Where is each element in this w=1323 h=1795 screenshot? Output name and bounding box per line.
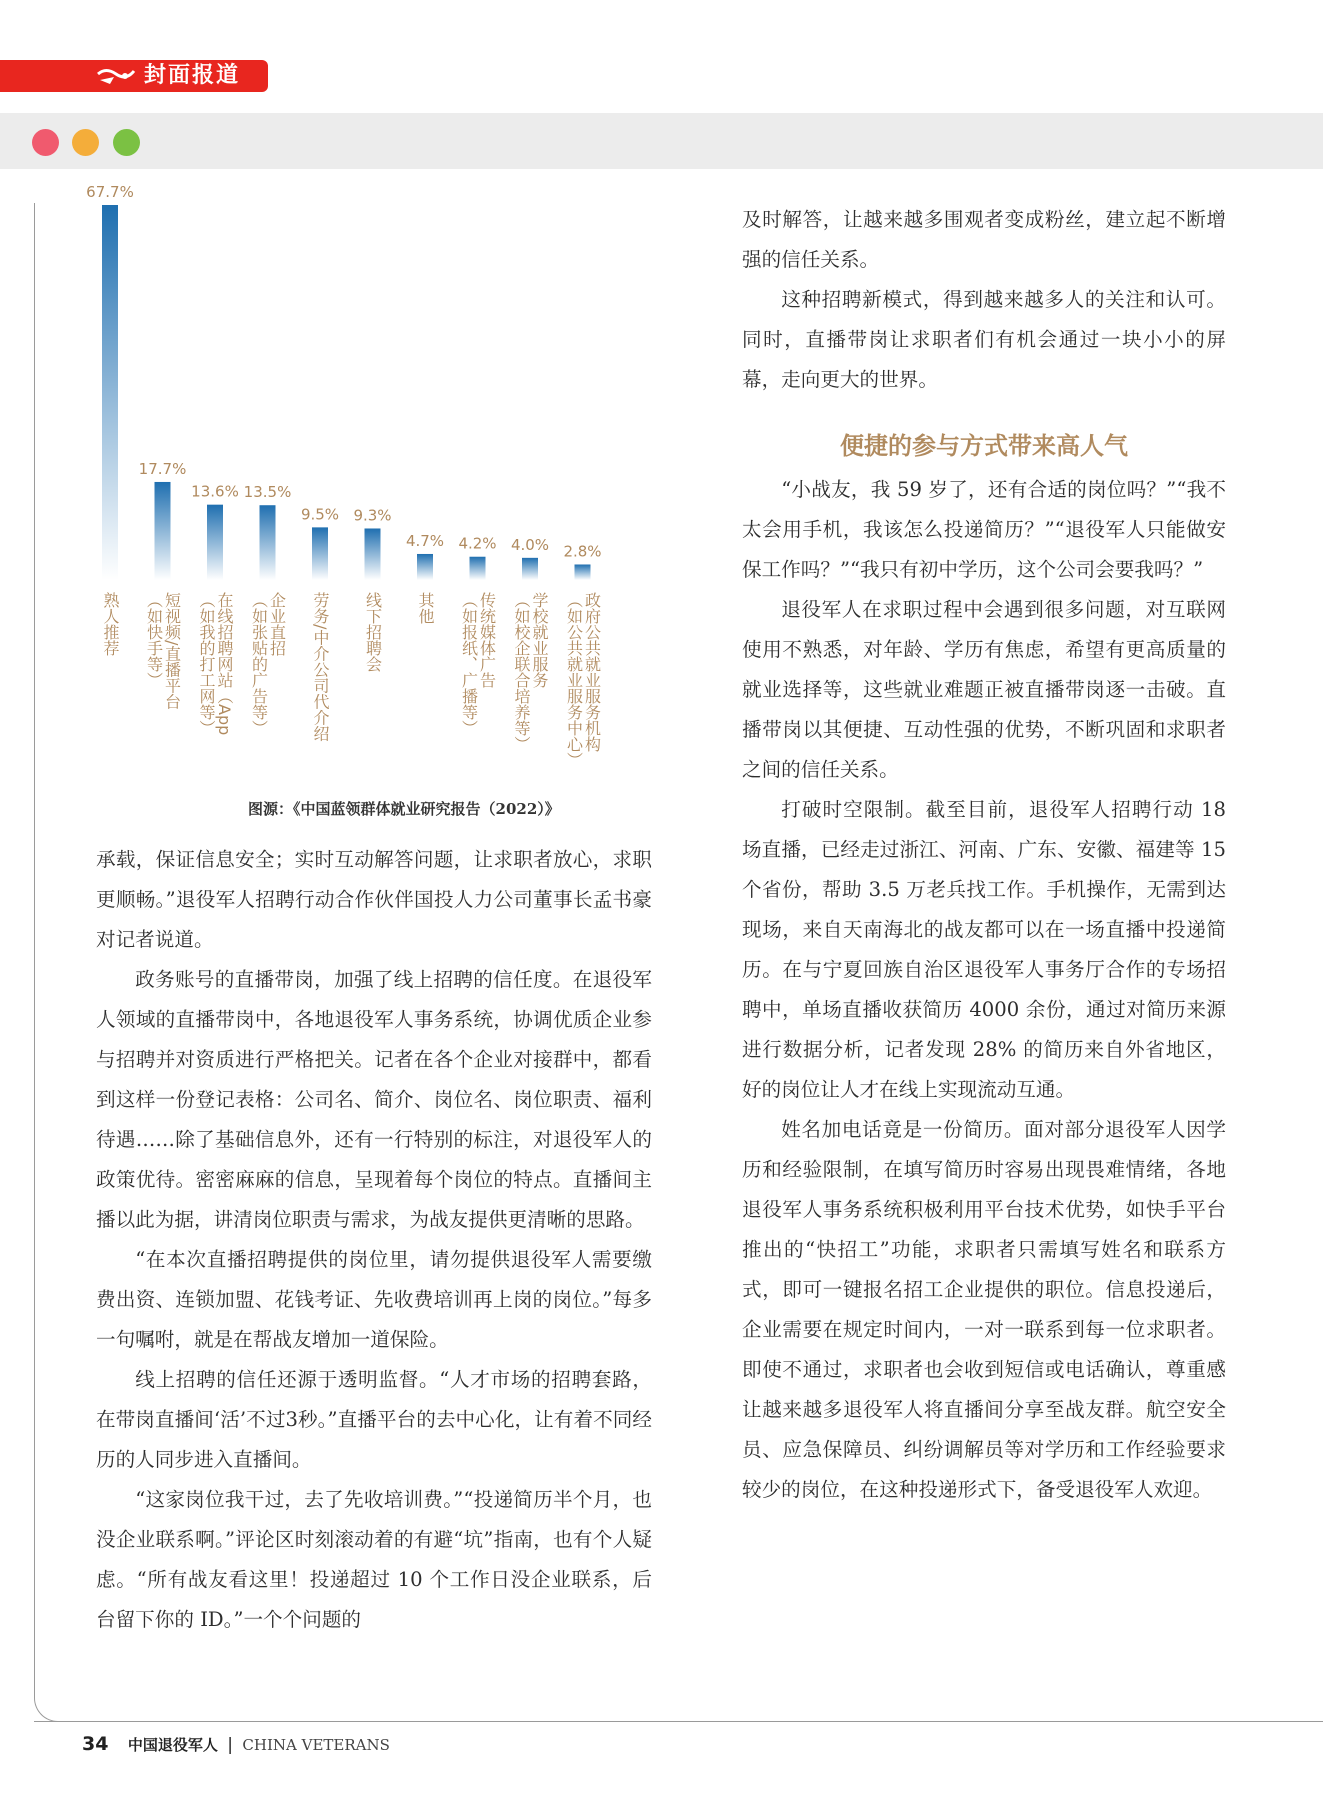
category-label: （如快手等） [144,592,164,688]
bar-chart [60,175,720,815]
section-title: 封面报道 [144,63,241,88]
chart-caption: 图源：《中国蓝领群体就业研究报告（2022）》 [248,800,560,818]
paragraph: “这家岗位我干过，去了先收培训费。”“投递简历半个月，也没企业联系啊。”评论区时刻滚动着的有避“坑”指南，也有个人疑虑。“所有战友看这里！投递超过 10 个工作日没企业联系，后台留下你的 ID。”一个个问题的 [96,1488,652,1631]
category-label: （如张贴的广告等） [249,592,269,736]
bar [155,482,171,580]
category-label: 学校就业服务 [530,592,549,688]
maximize-window-button[interactable] [113,129,140,156]
category-label: 熟人推荐 [101,592,120,656]
bar-value-label: 13.6% [191,482,239,501]
bar [522,558,538,580]
close-window-button[interactable] [32,129,59,156]
bar-value-label: 4.2% [458,534,497,553]
category-label: （如报纸、广播等） [459,592,479,736]
window-titlebar [0,113,1323,169]
bar [260,505,276,580]
bar [312,527,328,580]
page-number: 34 [82,1733,109,1755]
bar-value-label: 4.7% [405,531,445,550]
bar-value-label: 2.8% [563,542,602,561]
bar [417,554,433,580]
paragraph: 退役军人在求职过程中会遇到很多问题，对互联网使用不熟悉，对年龄、学历有焦虑，希望有更高质量的就业选择等，这些就业难题正被直播带岗逐一击破。直播带岗以其便捷、互动性强的优势，不断巩固和求职者之间的信任关系。 [742,598,1226,781]
article-right-column [742,200,1226,1510]
bar [575,564,591,580]
bar [102,205,118,580]
paragraph: “小战友，我 59 岁了，还有合适的岗位吗？”“我不太会用手机，我该怎么投递简历？”“退役军人只能做安保工作吗？”“我只有初中学历，这个公司会要我吗？” [742,478,1226,581]
minimize-window-button[interactable] [72,129,99,156]
footer-separator: | [227,1735,234,1755]
category-label: 企业直招 [267,592,287,656]
category-label: 劳务/中介公司代介绍 [311,592,330,742]
magazine-name: 中国退役军人 [127,1736,218,1754]
bar [207,505,223,580]
magazine-name-en: CHINA VETERANS [242,1736,390,1754]
category-label: 线下招聘会 [363,592,383,672]
page-footer [82,1733,390,1755]
paragraph: 姓名加电话竟是一份简历。面对部分退役军人因学历和经验限制，在填写简历时容易出现畏难情绪，各地退役军人事务系统积极利用平台技术优势，如快手平台推出的“快招工”功能，求职者只需填写姓名和联系方式，即可一键报名招工企业提供的职位。信息投递后，企业需要在规定时间内，一对一联系到每一位求职者。即使不通过，求职者也会收到短信或电话确认，尊重感让越来越多退役军人将直播间分享至战友群。航空安全员、应急保障员、纠纷调解员等对学历和工作经验要求较少的岗位，在这种投递形式下，备受退役军人欢迎。 [742,1118,1226,1501]
bar-value-label: 67.7% [86,183,134,201]
article-left-column [96,840,652,1640]
paragraph: “在本次直播招聘提供的岗位里，请勿提供退役军人需要缴费出资、连锁加盟、花钱考证、先收费培训再上岗的岗位。”每多一句嘱咐，就是在帮战友增加一道保险。 [96,1248,652,1351]
paragraph: 承载，保证信息安全；实时互动解答问题，让求职者放心，求职更顺畅。”退役军人招聘行动合作伙伴国投人力公司董事长孟书豪对记者说道。 [96,848,652,951]
category-label: 在线招聘网站（App [215,592,234,736]
bar-value-label: 9.5% [300,505,340,524]
magazine-logo-icon [96,65,136,87]
category-label: （如我的打工网等） [197,592,216,736]
bar-value-label: 17.7% [138,459,187,478]
paragraph: 这种招聘新模式，得到越来越多人的关注和认可。同时，直播带岗让求职者们有机会通过一块小小的屏幕，走向更大的世界。 [742,288,1226,391]
category-label: 其他 [416,592,435,624]
category-label: （如公共就业服务中心） [564,592,584,768]
section-tab [0,60,268,92]
paragraph: 政务账号的直播带岗，加强了线上招聘的信任度。在退役军人领域的直播带岗中，各地退役军人事务系统，协调优质企业参与招聘并对资质进行严格把关。记者在各个企业对接群中，都看到这样一份登记表格：公司名、简介、岗位名、岗位职责、福利待遇……除了基础信息外，还有一行特别的标注，对退役军人的政策优待。密密麻麻的信息，呈现着每个岗位的特点。直播间主播以此为据，讲清岗位职责与需求，为战友提供更清晰的思路。 [96,968,652,1231]
bar [470,557,486,580]
paragraph: 打破时空限制。截至目前，退役军人招聘行动 18 场直播，已经走过浙江、河南、广东、安徽、福建等 15 个省份，帮助 3.5 万老兵找工作。手机操作，无需到达现场，来自天南海北的战友都可以在一场直播中投递简历。在与宁夏回族自治区退役军人事务厅合作的专场招聘中，单场直播收获简历 4000 余份，通过对简历来源进行数据分析，记者发现 28% 的简历来自外省地区，好的岗位让人才在线上实现流动互通。 [742,798,1226,1101]
bar [365,528,381,580]
category-label: 传统媒体广告 [477,592,497,688]
paragraph: 及时解答，让越来越多围观者变成粉丝，建立起不断增强的信任关系。 [742,208,1226,271]
section-heading: 便捷的参与方式带来高人气 [840,432,1128,460]
bar-value-label: 4.0% [510,535,550,554]
bar-value-label: 9.3% [353,506,392,525]
bar-value-label: 13.5% [243,483,292,502]
frame-corner [34,1698,58,1722]
category-label: （如校企联合培养等） [512,592,531,752]
category-label: 政府公共就业服务机构 [582,592,602,752]
frame-line-horizontal [34,1721,1323,1722]
bar-chart-svg [60,175,720,595]
paragraph: 线上招聘的信任还源于透明监督。“人才市场的招聘套路，在带岗直播间‘活’不过3秒。”直播平台的去中心化，让有着不同经历的人同步进入直播间。 [96,1368,652,1471]
frame-line-vertical [34,203,35,1698]
category-label: 短视频/直播平台 [162,592,182,710]
